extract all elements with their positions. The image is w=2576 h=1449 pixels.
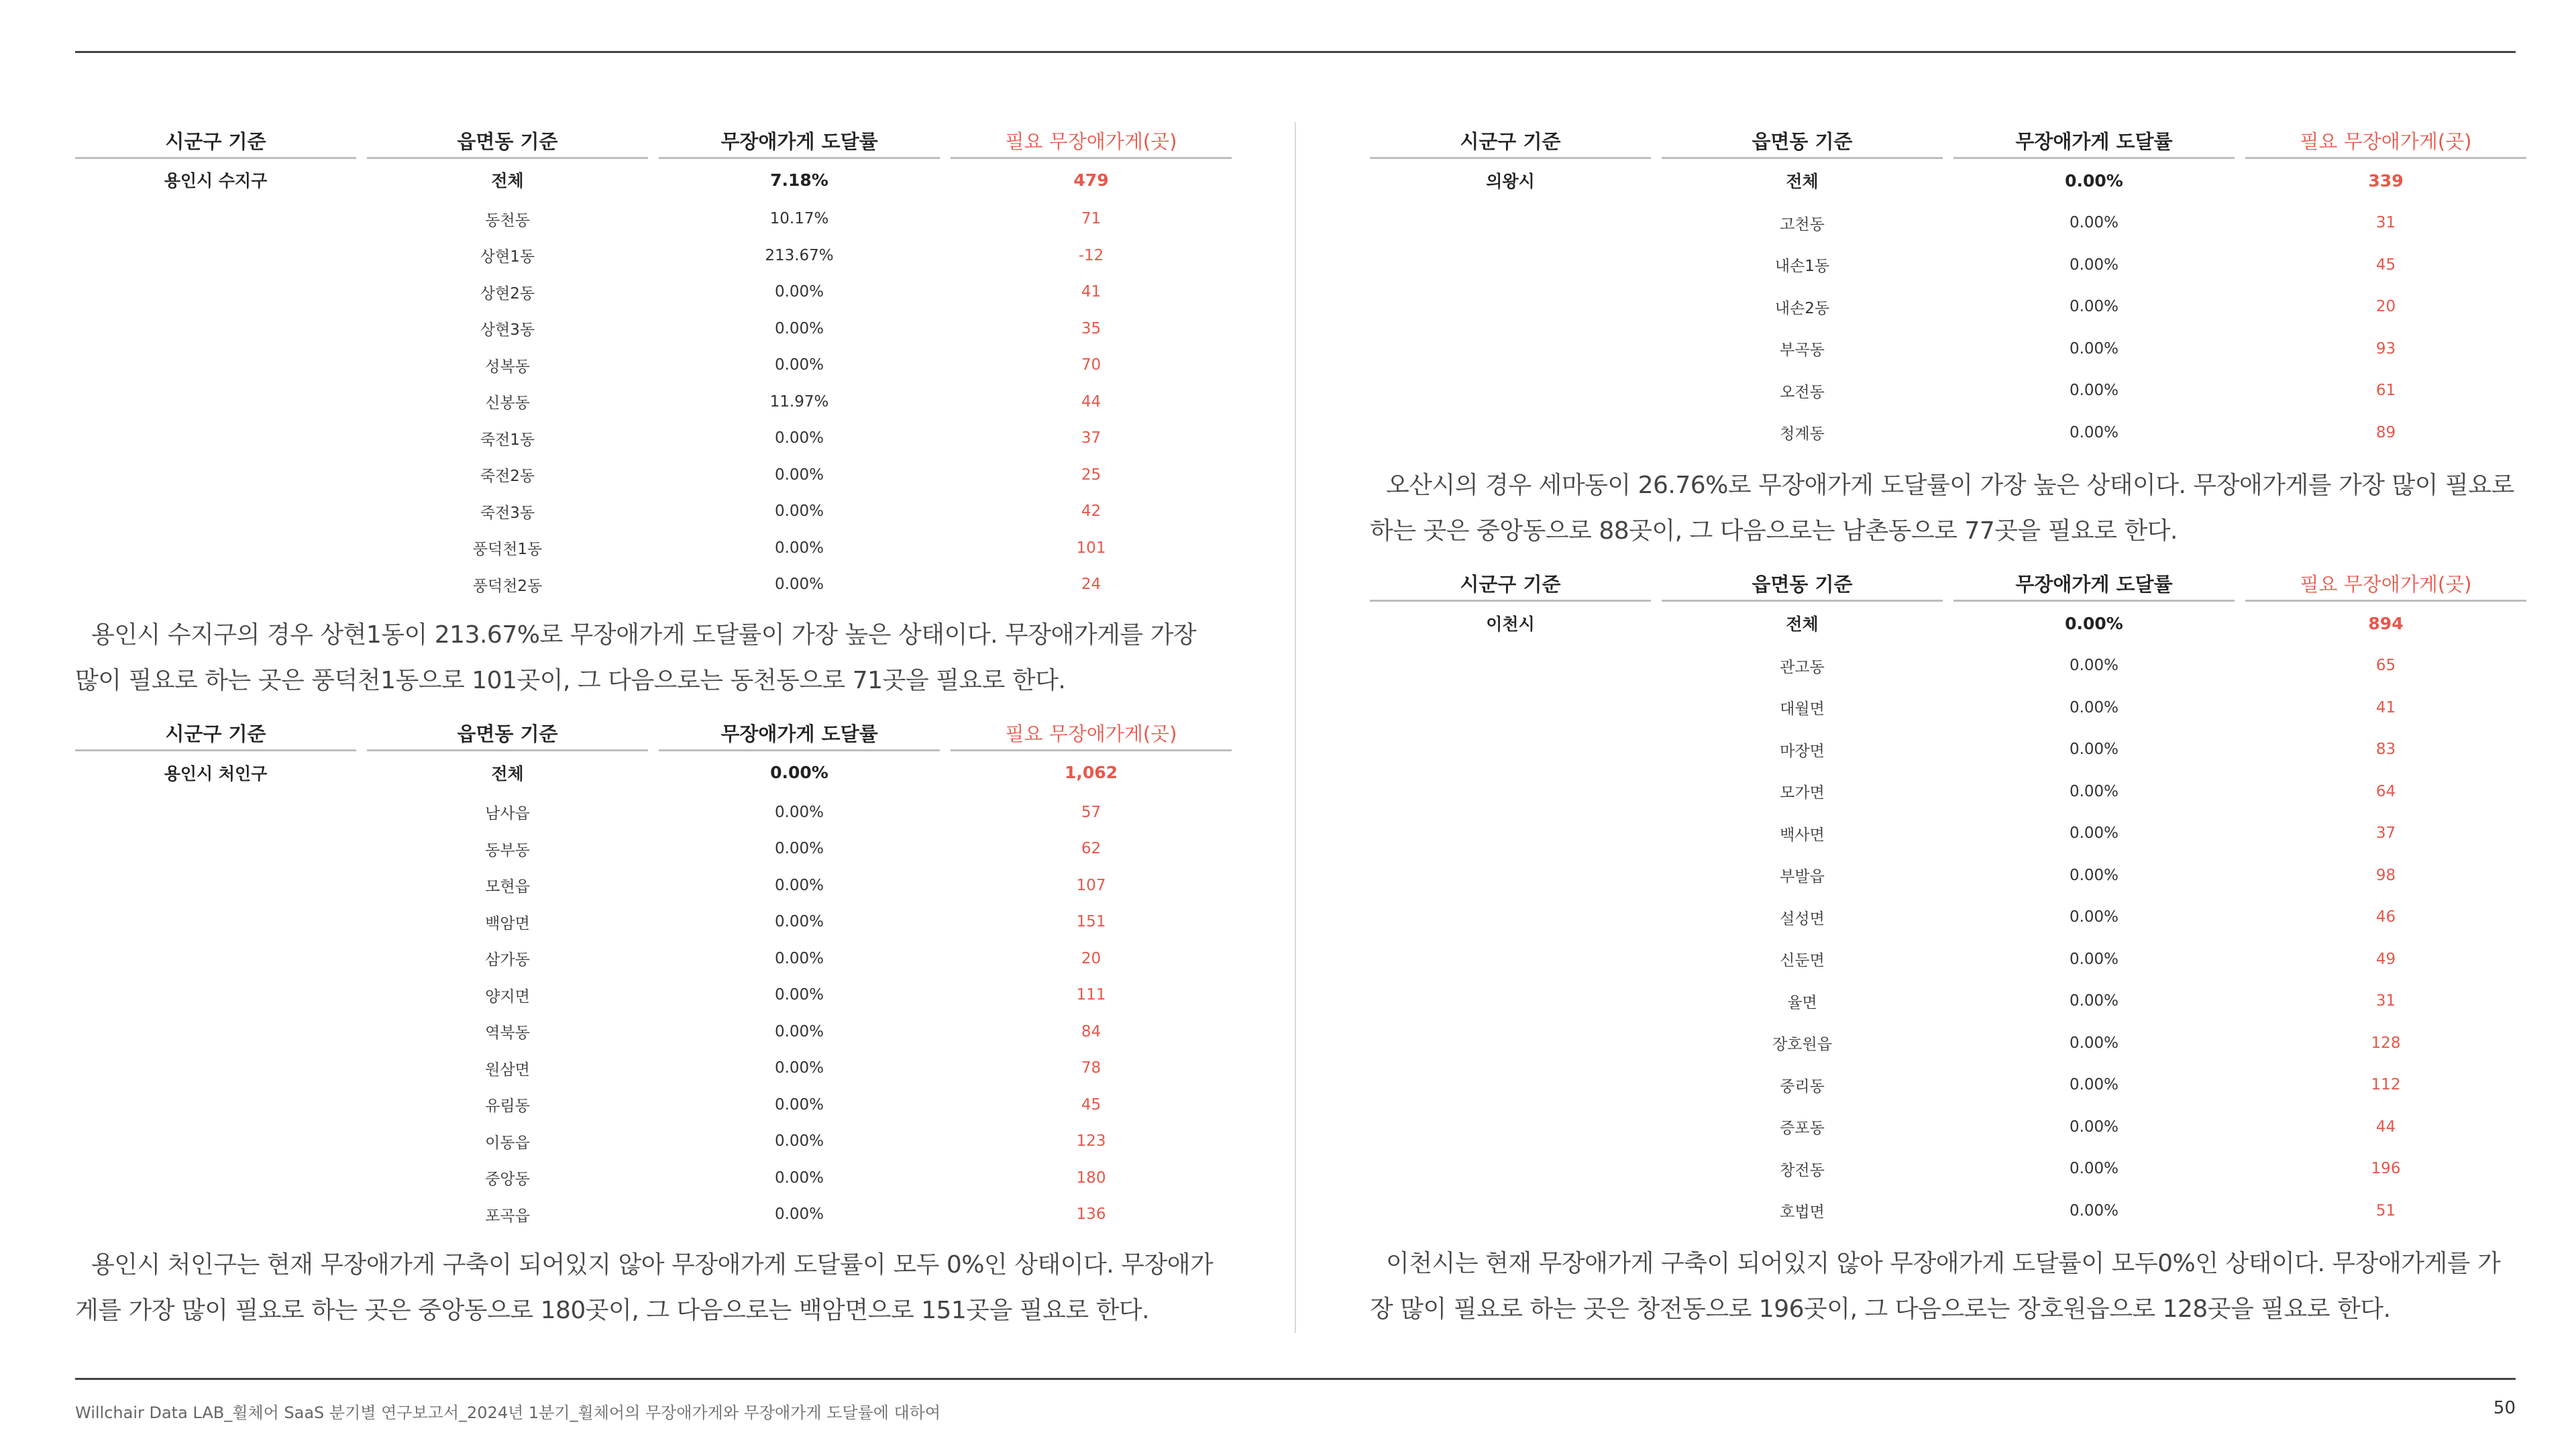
city-cell-empty — [1370, 812, 1651, 855]
city-cell-empty — [75, 457, 356, 494]
reach-rate: 213.67% — [765, 246, 834, 264]
table-row — [1370, 370, 2526, 412]
district-name: 모가면 — [1780, 784, 1825, 802]
table-row — [1370, 202, 2526, 244]
table-row — [75, 201, 1232, 237]
district-name: 신봉동 — [485, 394, 530, 413]
district-name: 율면 — [1787, 994, 1817, 1012]
district-name: 상현1동 — [480, 248, 535, 266]
city-cell-empty — [75, 274, 356, 311]
reach-rate: 0.00% — [774, 803, 824, 821]
reach-rate: 0.00% — [2065, 170, 2123, 191]
header-eupmyeondong: 읍면동 기준 — [1662, 564, 1943, 602]
city-cell-empty — [75, 237, 356, 274]
needed-count: 894 — [2368, 613, 2404, 633]
reach-rate: 0.00% — [2069, 908, 2119, 926]
district-name: 부곡동 — [1780, 341, 1825, 360]
table-row — [1370, 896, 2526, 938]
table-uiwang — [1370, 121, 2526, 453]
needed-count: 41 — [2375, 698, 2396, 716]
needed-count: 112 — [2371, 1076, 2401, 1094]
reach-rate: 0.00% — [2069, 298, 2119, 316]
reach-rate: 0.00% — [774, 319, 824, 337]
city-cell-empty — [75, 977, 356, 1014]
needed-count: 31 — [2375, 214, 2396, 232]
needed-count: 78 — [1081, 1059, 1102, 1077]
reach-rate: 0.00% — [2069, 741, 2119, 759]
city-cell-empty — [1370, 412, 1651, 454]
reach-rate: 0.00% — [2069, 1160, 2119, 1178]
needed-count: 20 — [1081, 949, 1102, 967]
table-row — [1370, 1022, 2526, 1065]
district-name: 오전동 — [1780, 383, 1825, 401]
needed-count: 71 — [1081, 210, 1102, 228]
table-row — [75, 274, 1232, 311]
table-row — [1370, 1190, 2526, 1232]
city-cell-empty — [75, 1014, 356, 1051]
district-name: 이동읍 — [485, 1134, 530, 1152]
needed-count: 46 — [2375, 908, 2396, 926]
district-name: 모현읍 — [485, 878, 530, 896]
paragraph-cheoin: 용인시 처인구는 현재 무장애가게 구축이 되어있지 않아 무장애가게 도달률이 모두 0%인 상태이다. 무장애가게를 가장 많이 필요로 하는 곳은 중앙동으로 180곳이, 그 다음으로는 백암면으로 151곳을 필요로 한다. — [75, 1250, 1214, 1324]
district-name: 고천동 — [1780, 215, 1825, 233]
reach-rate: 0.00% — [2069, 423, 2119, 441]
city-cell-empty — [1370, 1148, 1651, 1190]
needed-count: 24 — [1081, 576, 1102, 594]
table-row — [1370, 938, 2526, 981]
needed-count: 89 — [2375, 423, 2396, 441]
district-name: 상현3동 — [480, 321, 535, 339]
city-cell-empty — [75, 201, 356, 237]
reach-rate: 0.00% — [774, 429, 824, 447]
footer-text: Willchair Data LAB_휠체어 SaaS 분기별 연구보고서_2024년 1분기_휠체어의 무장애가게와 무장애가게 도달률에 대하여 — [75, 1403, 941, 1422]
table-row — [1370, 328, 2526, 370]
paragraph-icheon: 이천시는 현재 무장애가게 구축이 되어있지 않아 무장애가게 도달률이 모두0%인 상태이다. 무장애가게를 가장 많이 필요로 하는 곳은 창전동으로 196곳이, 그 다음으로는 장호원읍으로 128곳을 필요로 한다. — [1370, 1250, 2501, 1323]
table-row — [75, 1160, 1232, 1197]
district-name: 양지면 — [485, 987, 530, 1006]
district-name: 부발읍 — [1780, 868, 1825, 886]
bottom-rule — [75, 1378, 2516, 1380]
district-name: 상현2동 — [480, 284, 535, 303]
reach-rate: 0.00% — [2069, 698, 2119, 716]
reach-rate: 10.17% — [769, 210, 829, 228]
city-cell-empty — [75, 384, 356, 421]
table-row — [75, 457, 1232, 494]
needed-count: 339 — [2368, 170, 2404, 191]
district-name: 전체 — [491, 171, 524, 191]
city-cell-empty — [75, 311, 356, 347]
needed-count: 41 — [1081, 283, 1102, 301]
needed-count: 57 — [1081, 803, 1102, 821]
table-header-row — [75, 713, 1232, 751]
reach-rate: 0.00% — [2069, 382, 2119, 400]
table-row — [1370, 1106, 2526, 1148]
needed-count: 101 — [1076, 539, 1106, 557]
reach-rate: 0.00% — [774, 1205, 824, 1224]
district-name: 동천동 — [485, 211, 530, 229]
reach-rate: 0.00% — [774, 840, 824, 858]
reach-rate: 7.18% — [770, 170, 828, 190]
needed-count: 37 — [2375, 824, 2396, 843]
city-cell-empty — [75, 1123, 356, 1160]
table-row — [75, 794, 1232, 831]
reach-rate: 0.00% — [774, 1132, 824, 1150]
city-cell-empty — [75, 1050, 356, 1087]
city-cell-empty — [75, 830, 356, 867]
reach-rate: 0.00% — [2069, 214, 2119, 232]
reach-rate: 0.00% — [774, 356, 824, 374]
table-row — [1370, 412, 2526, 454]
header-eupmyeondong: 읍면동 기준 — [367, 121, 648, 159]
city-cell-empty — [1370, 980, 1651, 1022]
city-cell-empty — [75, 566, 356, 603]
needed-count: 45 — [1081, 1095, 1102, 1114]
city-cell-empty — [1370, 1190, 1651, 1232]
needed-count: -12 — [1078, 246, 1104, 264]
district-name: 죽전3동 — [480, 504, 535, 522]
reach-rate: 0.00% — [2065, 613, 2123, 633]
district-name: 호법면 — [1780, 1203, 1825, 1222]
district-name: 백사면 — [1780, 826, 1825, 844]
table-row — [75, 1014, 1232, 1051]
city-cell-empty — [75, 530, 356, 567]
city-cell-empty — [1370, 729, 1651, 771]
needed-count: 107 — [1076, 876, 1106, 894]
needed-count: 196 — [2371, 1160, 2401, 1178]
district-name: 신둔면 — [1780, 952, 1825, 970]
header-sigungu: 시군구 기준 — [1370, 121, 1651, 159]
city-cell-empty — [75, 420, 356, 457]
needed-count: 93 — [2375, 339, 2396, 358]
reach-rate: 0.00% — [2069, 866, 2119, 884]
district-name: 포곡읍 — [485, 1207, 530, 1225]
table-cheoin — [75, 713, 1232, 1233]
header-eupmyeondong: 읍면동 기준 — [367, 713, 648, 751]
right-column — [1370, 121, 2516, 1342]
district-name: 중앙동 — [485, 1171, 530, 1189]
table-row-total — [75, 751, 1232, 794]
table-row — [1370, 286, 2526, 328]
table-header-row — [75, 121, 1232, 159]
district-name: 마장면 — [1780, 742, 1825, 760]
city-cell-empty — [75, 347, 356, 384]
needed-count: 1,062 — [1064, 763, 1118, 782]
city-cell-empty — [75, 867, 356, 904]
reach-rate: 0.00% — [774, 502, 824, 521]
reach-rate: 0.00% — [774, 283, 824, 301]
district-name: 남사읍 — [485, 805, 530, 823]
reach-rate: 0.00% — [774, 1169, 824, 1187]
header-needed: 필요 무장애가게(곳) — [951, 121, 1232, 159]
city-cell-empty — [75, 794, 356, 831]
district-name: 풍덕천2동 — [472, 577, 543, 595]
top-rule — [75, 51, 2516, 53]
needed-count: 25 — [1081, 466, 1102, 484]
reach-rate: 11.97% — [769, 392, 829, 411]
reach-rate: 0.00% — [774, 539, 824, 557]
header-eupmyeondong: 읍면동 기준 — [1662, 121, 1943, 159]
city-cell-empty — [75, 493, 356, 530]
reach-rate: 0.00% — [2069, 256, 2119, 274]
table-row — [1370, 771, 2526, 813]
reach-rate: 0.00% — [774, 876, 824, 894]
needed-count: 51 — [2375, 1201, 2396, 1220]
reach-rate: 0.00% — [2069, 339, 2119, 358]
district-name: 장호원읍 — [1772, 1036, 1832, 1054]
reach-rate: 0.00% — [774, 576, 824, 594]
table-row-total — [75, 159, 1232, 201]
table-row — [75, 830, 1232, 867]
reach-rate: 0.00% — [770, 763, 828, 782]
city-cell-empty — [1370, 1064, 1651, 1106]
table-row — [75, 311, 1232, 347]
header-rate: 무장애가게 도달률 — [659, 121, 940, 159]
city-cell-empty — [1370, 645, 1651, 687]
table-row — [1370, 244, 2526, 286]
table-row — [1370, 812, 2526, 855]
table-row — [1370, 980, 2526, 1022]
city-cell-empty — [1370, 687, 1651, 729]
header-needed: 필요 무장애가게(곳) — [951, 713, 1232, 751]
reach-rate: 0.00% — [2069, 1034, 2119, 1052]
reach-rate: 0.00% — [2069, 1118, 2119, 1136]
needed-count: 128 — [2371, 1034, 2401, 1052]
table-row — [75, 977, 1232, 1014]
city-name: 이천시 — [1486, 614, 1535, 634]
city-cell-empty — [75, 1087, 356, 1124]
table-row — [1370, 687, 2526, 729]
header-sigungu: 시군구 기준 — [75, 713, 356, 751]
table-row — [1370, 1148, 2526, 1190]
table-header-row — [1370, 121, 2526, 159]
table-suji — [75, 121, 1232, 603]
reach-rate: 0.00% — [774, 1095, 824, 1114]
needed-count: 44 — [1081, 392, 1102, 411]
district-name: 관고동 — [1780, 658, 1825, 676]
needed-count: 479 — [1073, 170, 1109, 190]
city-name: 용인시 수지구 — [164, 171, 268, 191]
city-cell-empty — [75, 904, 356, 941]
needed-count: 123 — [1076, 1132, 1106, 1150]
table-row — [75, 1123, 1232, 1160]
district-name: 백암면 — [485, 914, 530, 932]
needed-count: 83 — [2375, 741, 2396, 759]
table-row — [75, 347, 1232, 384]
table-row — [75, 941, 1232, 977]
reach-rate: 0.00% — [2069, 992, 2119, 1010]
city-cell-empty — [1370, 370, 1651, 412]
city-cell-empty — [1370, 855, 1651, 897]
table-row — [1370, 1064, 2526, 1106]
table-icheon — [1370, 564, 2526, 1232]
city-cell-empty — [75, 1196, 356, 1233]
needed-count: 64 — [2375, 782, 2396, 800]
table-row — [1370, 645, 2526, 687]
reach-rate: 0.00% — [2069, 1201, 2119, 1220]
city-cell-empty — [1370, 244, 1651, 286]
table-row — [1370, 855, 2526, 897]
table-row-total — [1370, 159, 2526, 202]
needed-count: 37 — [1081, 429, 1102, 447]
district-name: 동부동 — [485, 841, 530, 859]
district-name: 유림동 — [485, 1097, 530, 1116]
table-row-total — [1370, 602, 2526, 645]
paragraph-suji: 용인시 수지구의 경우 상현1동이 213.67%로 무장애가게 도달률이 가장 높은 상태이다. 무장애가게를 가장 많이 필요로 하는 곳은 풍덕천1동으로 101곳이, 그 다음으로는 동천동으로 71곳을 필요로 한다. — [75, 621, 1197, 694]
city-cell-empty — [1370, 771, 1651, 813]
district-name: 내손1동 — [1774, 258, 1830, 276]
district-name: 전체 — [1786, 614, 1819, 634]
table-row — [75, 904, 1232, 941]
table-row — [1370, 729, 2526, 771]
district-name: 풍덕천1동 — [472, 541, 543, 559]
district-name: 증포동 — [1780, 1120, 1825, 1138]
reach-rate: 0.00% — [2069, 1076, 2119, 1094]
city-cell-empty — [1370, 286, 1651, 328]
needed-count: 98 — [2375, 866, 2396, 884]
needed-count: 65 — [2375, 657, 2396, 675]
needed-count: 45 — [2375, 256, 2396, 274]
reach-rate: 0.00% — [2069, 782, 2119, 800]
needed-count: 35 — [1081, 319, 1102, 337]
paragraph-uiwang: 오산시의 경우 세마동이 26.76%로 무장애가게 도달률이 가장 높은 상태이다. 무장애가게를 가장 많이 필요로 하는 곳은 중앙동으로 88곳이, 그 다음으로는 남촌동으로 77곳을 필요로 한다. — [1370, 472, 2514, 545]
header-rate: 무장애가게 도달률 — [1953, 121, 2235, 159]
needed-count: 136 — [1076, 1205, 1106, 1224]
needed-count: 42 — [1081, 502, 1102, 521]
table-row — [75, 420, 1232, 457]
table-row — [75, 493, 1232, 530]
reach-rate: 0.00% — [774, 986, 824, 1004]
reach-rate: 0.00% — [774, 1059, 824, 1077]
column-divider — [1295, 122, 1296, 1333]
city-cell-empty — [75, 941, 356, 977]
table-row — [75, 530, 1232, 567]
district-name: 죽전2동 — [480, 468, 535, 486]
city-cell-empty — [1370, 896, 1651, 938]
reach-rate: 0.00% — [774, 949, 824, 967]
needed-count: 70 — [1081, 356, 1102, 374]
needed-count: 62 — [1081, 840, 1102, 858]
table-row — [75, 1087, 1232, 1124]
reach-rate: 0.00% — [774, 1022, 824, 1040]
header-sigungu: 시군구 기준 — [75, 121, 356, 159]
header-needed: 필요 무장애가게(곳) — [2245, 121, 2526, 159]
reach-rate: 0.00% — [2069, 824, 2119, 843]
needed-count: 151 — [1076, 913, 1106, 931]
district-name: 성복동 — [485, 358, 530, 376]
district-name: 전체 — [491, 763, 524, 784]
district-name: 창전동 — [1780, 1161, 1825, 1179]
city-cell-empty — [1370, 1106, 1651, 1148]
district-name: 내손2동 — [1774, 299, 1830, 317]
needed-count: 84 — [1081, 1022, 1102, 1040]
district-name: 청계동 — [1780, 425, 1825, 443]
city-cell-empty — [1370, 1022, 1651, 1065]
reach-rate: 0.00% — [774, 913, 824, 931]
needed-count: 111 — [1076, 986, 1106, 1004]
district-name: 중리동 — [1780, 1077, 1825, 1095]
header-rate: 무장애가게 도달률 — [659, 713, 940, 751]
district-name: 삼가동 — [485, 951, 530, 969]
city-cell-empty — [1370, 938, 1651, 981]
table-row — [75, 384, 1232, 421]
district-name: 죽전1동 — [480, 431, 535, 449]
header-needed: 필요 무장애가게(곳) — [2245, 564, 2526, 602]
header-sigungu: 시군구 기준 — [1370, 564, 1651, 602]
page-number: 50 — [2493, 1398, 2516, 1418]
city-name: 용인시 처인구 — [164, 763, 268, 784]
city-cell-empty — [1370, 328, 1651, 370]
needed-count: 20 — [2375, 298, 2396, 316]
district-name: 원삼면 — [485, 1061, 530, 1079]
needed-count: 180 — [1076, 1169, 1106, 1187]
city-cell-empty — [1370, 202, 1651, 244]
city-cell-empty — [75, 1160, 356, 1197]
table-row — [75, 1196, 1232, 1233]
table-header-row — [1370, 564, 2526, 602]
table-row — [75, 867, 1232, 904]
district-name: 설성면 — [1780, 910, 1825, 928]
city-name: 의왕시 — [1486, 172, 1535, 191]
reach-rate: 0.00% — [2069, 657, 2119, 675]
reach-rate: 0.00% — [2069, 950, 2119, 968]
needed-count: 31 — [2375, 992, 2396, 1010]
header-rate: 무장애가게 도달률 — [1953, 564, 2235, 602]
reach-rate: 0.00% — [774, 466, 824, 484]
district-name: 대월면 — [1780, 700, 1825, 718]
district-name: 역북동 — [485, 1024, 530, 1042]
district-name: 전체 — [1786, 172, 1819, 191]
needed-count: 61 — [2375, 382, 2396, 400]
left-column — [75, 121, 1221, 1343]
table-row — [75, 237, 1232, 274]
needed-count: 44 — [2375, 1118, 2396, 1136]
needed-count: 49 — [2375, 950, 2396, 968]
table-row — [75, 566, 1232, 603]
table-row — [75, 1050, 1232, 1087]
